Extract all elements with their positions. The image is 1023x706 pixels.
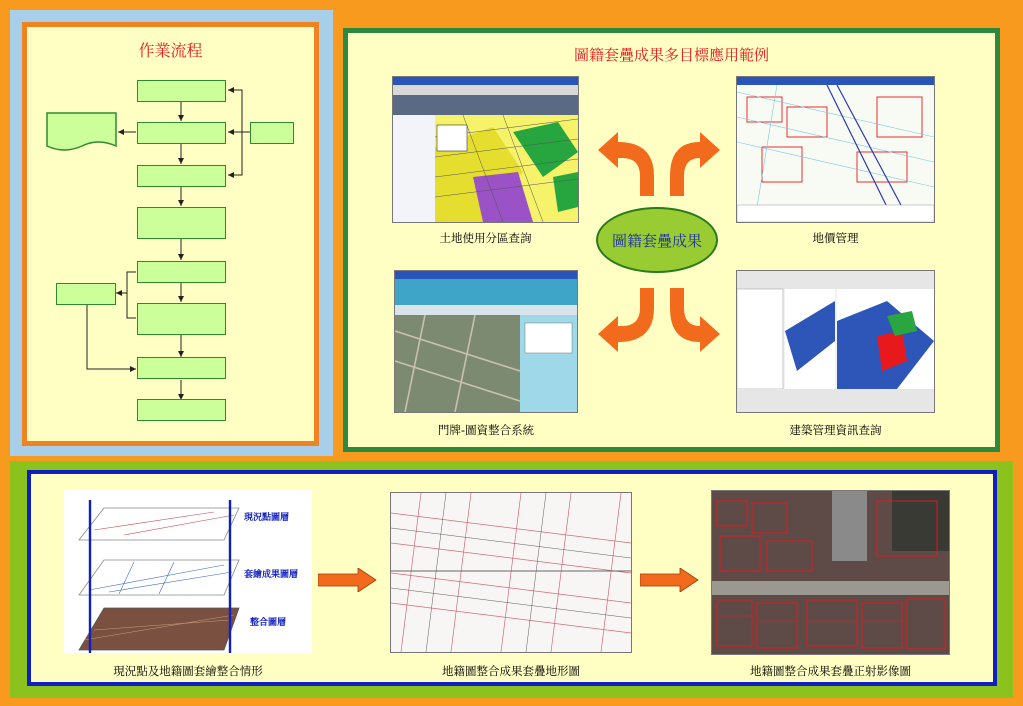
arrow-to-land-price [670, 132, 720, 196]
thumbnail-land-price[interactable] [736, 76, 935, 223]
cadastral-orthophoto-overlay-map [711, 490, 950, 655]
applications-title: 圖籍套疊成果多目標應用範例 [573, 46, 769, 64]
thumbnail-building-management[interactable] [736, 270, 935, 413]
flow-step-8 [137, 399, 226, 421]
flow-step-3 [137, 165, 226, 187]
flow-step-4 [137, 207, 226, 239]
cadastral-orthophoto-graphic [712, 491, 949, 654]
flow-input-box [250, 122, 294, 144]
door-plate-system-screenshot [395, 271, 577, 412]
arrow-to-door-plate [598, 288, 654, 352]
arrow-to-land-use-zoning [598, 132, 654, 196]
layer-label-overlay: 套繪成果圖層 [244, 570, 299, 580]
flow-step-1 [137, 80, 226, 102]
overlay-result-label: 圖籍套疊成果 [611, 231, 702, 250]
overlay-result-center [596, 207, 718, 273]
land-use-zoning-screenshot [393, 77, 578, 222]
thumbnail-door-plate-system[interactable] [394, 270, 578, 413]
flow-step-6 [137, 303, 226, 335]
cadastral-topographic-graphic [391, 493, 631, 652]
cadastral-topographic-overlay-map [390, 492, 632, 653]
flow-step-5 [137, 261, 226, 283]
caption-land-use-zoning: 土地使用分區查詢 [439, 231, 532, 245]
caption-door-plate-system: 門牌-圖資整合系統 [437, 423, 535, 437]
arrow-to-building-management [670, 288, 720, 352]
land-price-screenshot [737, 77, 934, 222]
layer-label-integrated: 整合圖層 [250, 618, 287, 628]
caption-step-2: 地籍圖整合成果套疊地形圖 [442, 664, 580, 678]
flow-document-shape [46, 112, 118, 154]
caption-land-price: 地價管理 [812, 231, 859, 245]
step-arrow-1 [318, 568, 378, 592]
caption-step-1: 現況點及地籍圖套繪整合情形 [113, 664, 263, 678]
flow-step-7 [137, 357, 226, 379]
caption-building-management: 建築管理資訊查詢 [789, 423, 882, 437]
step-arrow-2 [640, 568, 700, 592]
workflow-title: 作業流程 [138, 41, 203, 60]
flow-step-2 [137, 122, 226, 144]
caption-step-3: 地籍圖整合成果套疊正射影像圖 [750, 664, 911, 678]
layer-label-current: 現況點圖層 [244, 513, 290, 523]
layer-stack-diagram [64, 490, 312, 653]
thumbnail-land-use-zoning[interactable] [392, 76, 579, 223]
flow-side-box [56, 283, 116, 305]
building-management-screenshot [737, 271, 934, 412]
